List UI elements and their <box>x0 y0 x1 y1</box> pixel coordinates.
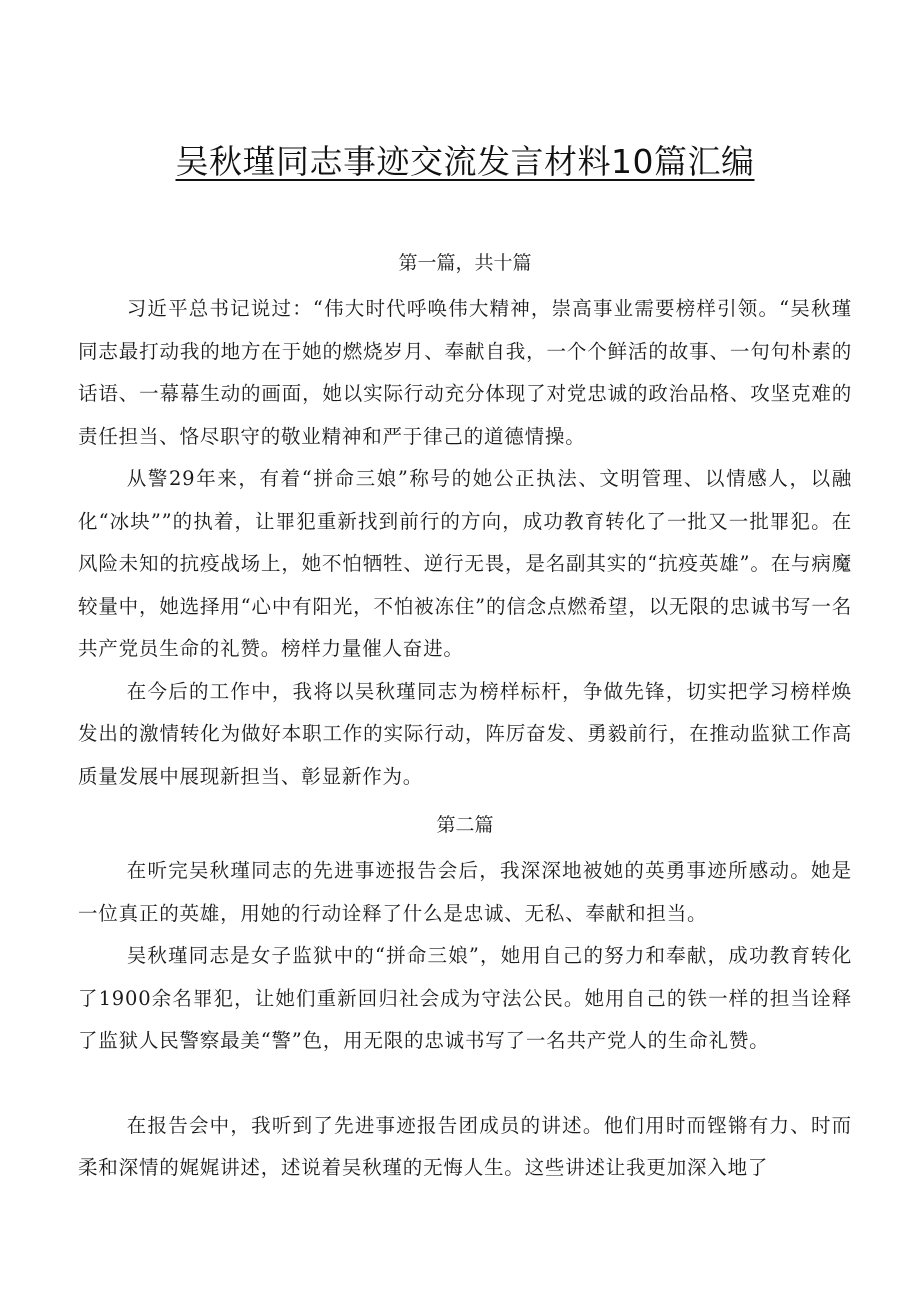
section-2-paragraph-3: 在报告会中，我听到了先进事迹报告团成员的讲述。他们用时而铿锵有力、时而柔和深情的娓娓讲述，述说着吴秋瑾的无悔人生。这些讲述让我更加深入地了 <box>78 1113 852 1179</box>
section-2-paragraph-1: 在听完吴秋瑾同志的先进事迹报告会后，我深深地被她的英勇事迹所感动。她是一位真正的英雄，用她的行动诠释了什么是忠诚、无私、奉献和担当。 <box>78 859 852 925</box>
section-2-paragraph-2: 吴秋瑾同志是女子监狱中的“拼命三娘”，她用自己的努力和奉献，成功教育转化了1900余名罪犯，让她们重新回归社会成为守法公民。她用自己的铁一样的担当诠释了监狱人民警察最美“警”色，用无限的忠诚书写了一名共产党人的生命礼赞。 <box>78 944 852 1052</box>
section-1-paragraph-3: 在今后的工作中，我将以吴秋瑾同志为榜样标杆，争做先锋，切实把学习榜样焕发出的激情转化为做好本职工作的实际行动，阵厉奋发、勇毅前行，在推动监狱工作高质量发展中展现新担当、彰显新作为。 <box>78 679 852 788</box>
section-2-heading: 第二篇 <box>436 814 494 836</box>
section-1-paragraph-2: 从警29年来，有着“拼命三娘”称号的她公正执法、文明管理、以情感人，以融化“冰块””的执着，让罪犯重新找到前行的方向，成功教育转化了一批又一批罪犯。在风险未知的抗疫战场上，她不怕牺牲、逆行无畏，是名副其实的“抗疫英雄”。在与病魔较量中，她选择用“心中有阳光，不怕被冻住”的信念点燃希望，以无限的忠诚书写一名共产党员生命的礼赞。榜样力量催人奋进。 <box>78 467 852 660</box>
section-1-heading: 第一篇，共十篇 <box>398 252 532 274</box>
section-1-paragraph-1: 习近平总书记说过：“伟大时代呼唤伟大精神，崇高事业需要榜样引领。“吴秋瑾同志最打动我的地方在于她的燃烧岁月、奉献自我，一个个鲜活的故事、一句句朴素的话语、一幕幕生动的画面，她以实际行动充分体现了对党忠诚的政治品格、攻坚克难的责任担当、恪尽职守的敬业精神和严于律己的道德情操。 <box>78 297 852 448</box>
document-title: 吴秋瑾同志事迹交流发言材料10篇汇编 <box>175 142 755 181</box>
